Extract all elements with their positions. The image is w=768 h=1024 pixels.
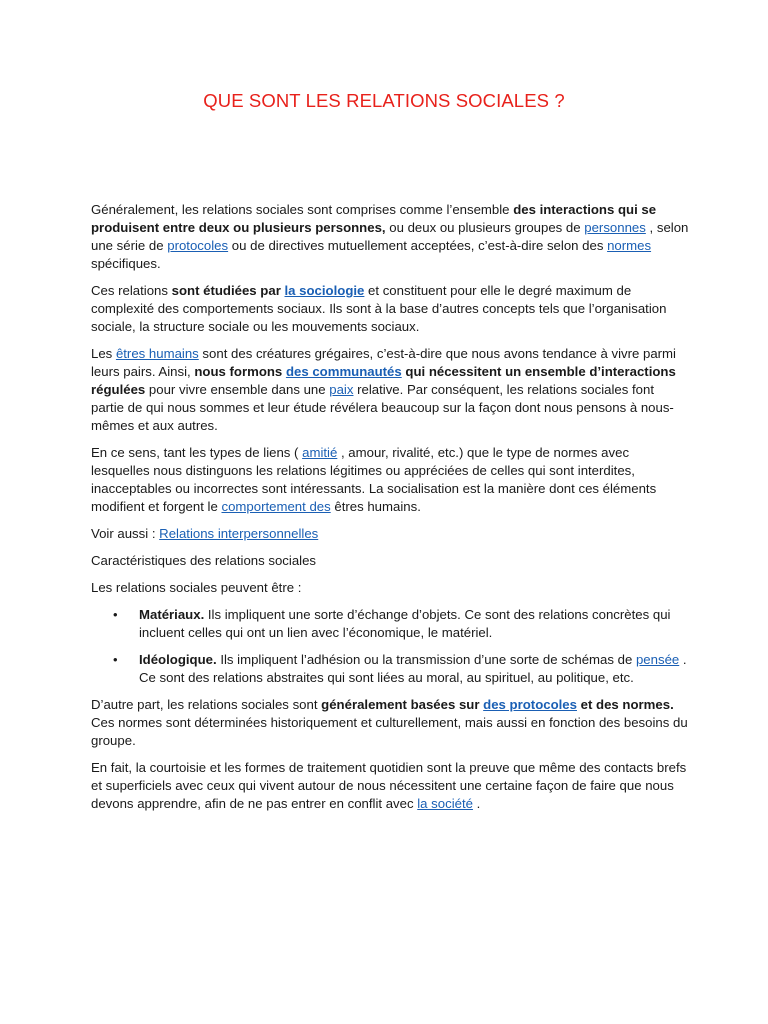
paragraph-etres-humains — [91, 345, 689, 435]
link-amitie[interactable]: amitié — [302, 445, 338, 460]
text-span: . — [472, 796, 481, 811]
link-des-communautes[interactable]: des communautés — [285, 364, 402, 379]
link-paix[interactable]: paix — [329, 382, 354, 397]
text-span: spécifiques. — [91, 256, 161, 271]
bold-text: Idéologique. — [139, 652, 217, 667]
link-la-societe[interactable]: la société — [417, 796, 473, 811]
text-span: En fait, la courtoisie et les formes de traitement quotidien sont la preuve que même des contacts brefs et superficiels avec ceux qui vivent autour de nous nécessitent une certaine façon de faire que nous devons apprendre, afin de ne pas entrer en conflit avec — [91, 760, 687, 811]
text-span: pour vivre ensemble dans une — [145, 382, 330, 397]
text-span: ou deux ou plusieurs groupes de — [385, 220, 585, 235]
list-item-materiaux — [91, 606, 689, 642]
text-span: , amour, rivalité, etc.) que le type de normes avec lesquelles nous distinguons les relations légitimes ou appréciées de celles qui sont interdites, inacceptables ou incorrectes sont intéressants. La socialisation est la manière dont ces éléments modifient et forgent le — [91, 445, 657, 514]
text-span: Ils impliquent l’adhésion ou la transmission d’une sorte de schémas de — [216, 652, 636, 667]
bold-text: généralement basées sur — [321, 697, 484, 712]
page-title: QUE SONT LES RELATIONS SOCIALES ? — [203, 90, 565, 111]
link-personnes[interactable]: personnes — [584, 220, 646, 235]
list-item-ideologique — [91, 651, 689, 687]
bold-text: qui nécessitent un ensemble d’interactions régulées — [91, 364, 676, 397]
text-span: relative. Par conséquent, les relations sociales font partie de qui nous sommes et leur étude révélera beaucoup sur la façon dont nous pensons à nous-mêmes et aux autres. — [91, 382, 674, 433]
link-protocoles[interactable]: protocoles — [167, 238, 229, 253]
text-span: Ces normes sont déterminées historiquement et culturellement, mais aussi en fonction des besoins du groupe. — [91, 715, 688, 748]
text-span: En ce sens, tant les types de liens ( — [91, 445, 303, 460]
document-body — [91, 201, 689, 822]
text-span: D’autre part, les relations sociales sont — [91, 697, 322, 712]
link-la-sociologie[interactable]: la sociologie — [284, 283, 365, 298]
bold-text: des interactions qui se produisent entre deux ou plusieurs personnes, — [91, 202, 657, 235]
characteristics-list — [91, 606, 689, 687]
link-normes[interactable]: normes — [607, 238, 652, 253]
link-relations-interpersonnelles[interactable]: Relations interpersonnelles — [159, 526, 319, 541]
bullet-icon: • — [113, 652, 118, 667]
text-span: êtres humains. — [330, 499, 421, 514]
text-span: Ces relations — [91, 283, 172, 298]
text-span: , selon une série de — [91, 220, 689, 253]
bullet-icon: • — [113, 607, 118, 622]
link-comportement-des[interactable]: comportement des — [221, 499, 331, 514]
link-pensee[interactable]: pensée — [635, 652, 680, 667]
bold-text: sont étudiées par — [171, 283, 285, 298]
paragraph-peuvent-etre: Les relations sociales peuvent être : — [91, 580, 302, 595]
bold-text: et des normes. — [576, 697, 674, 712]
paragraph-intro — [91, 201, 689, 273]
text-span: Généralement, les relations sociales sont comprises comme l’ensemble — [91, 202, 514, 217]
paragraph-protocoles — [91, 696, 689, 750]
text-span: . Ce sont des relations abstraites qui sont liées au moral, au spirituel, au politique, etc. — [139, 652, 687, 685]
link-etres-humains[interactable]: êtres humains — [115, 346, 199, 361]
paragraph-liens — [91, 444, 689, 516]
link-des-protocoles[interactable]: des protocoles — [483, 697, 577, 712]
text-span: sont des créatures grégaires, c’est-à-dire que nous avons tendance à vivre parmi leurs pairs. Ainsi, — [91, 346, 676, 379]
paragraph-sociologie — [91, 282, 689, 336]
text-span: Les — [91, 346, 116, 361]
text-span: ou de directives mutuellement acceptées, c’est-à-dire selon des — [228, 238, 608, 253]
text-span: Voir aussi : — [91, 526, 160, 541]
bold-text: Matériaux. — [139, 607, 205, 622]
paragraph-voir-aussi — [91, 525, 689, 543]
section-heading-caracteristiques: Caractéristiques des relations sociales — [91, 553, 317, 568]
paragraph-courtoisie — [91, 759, 689, 813]
text-span: Ils impliquent une sorte d’échange d’objets. Ce sont des relations concrètes qui incluent celles qui ont un lien avec l’économique, le matériel. — [139, 607, 671, 640]
bold-text: nous formons — [194, 364, 286, 379]
text-span: et constituent pour elle le degré maximum de complexité des comportements sociaux. Ils sont à la base d’autres concepts tels que l’organisation sociale, la structure sociale ou les mouvements sociaux. — [91, 283, 667, 334]
